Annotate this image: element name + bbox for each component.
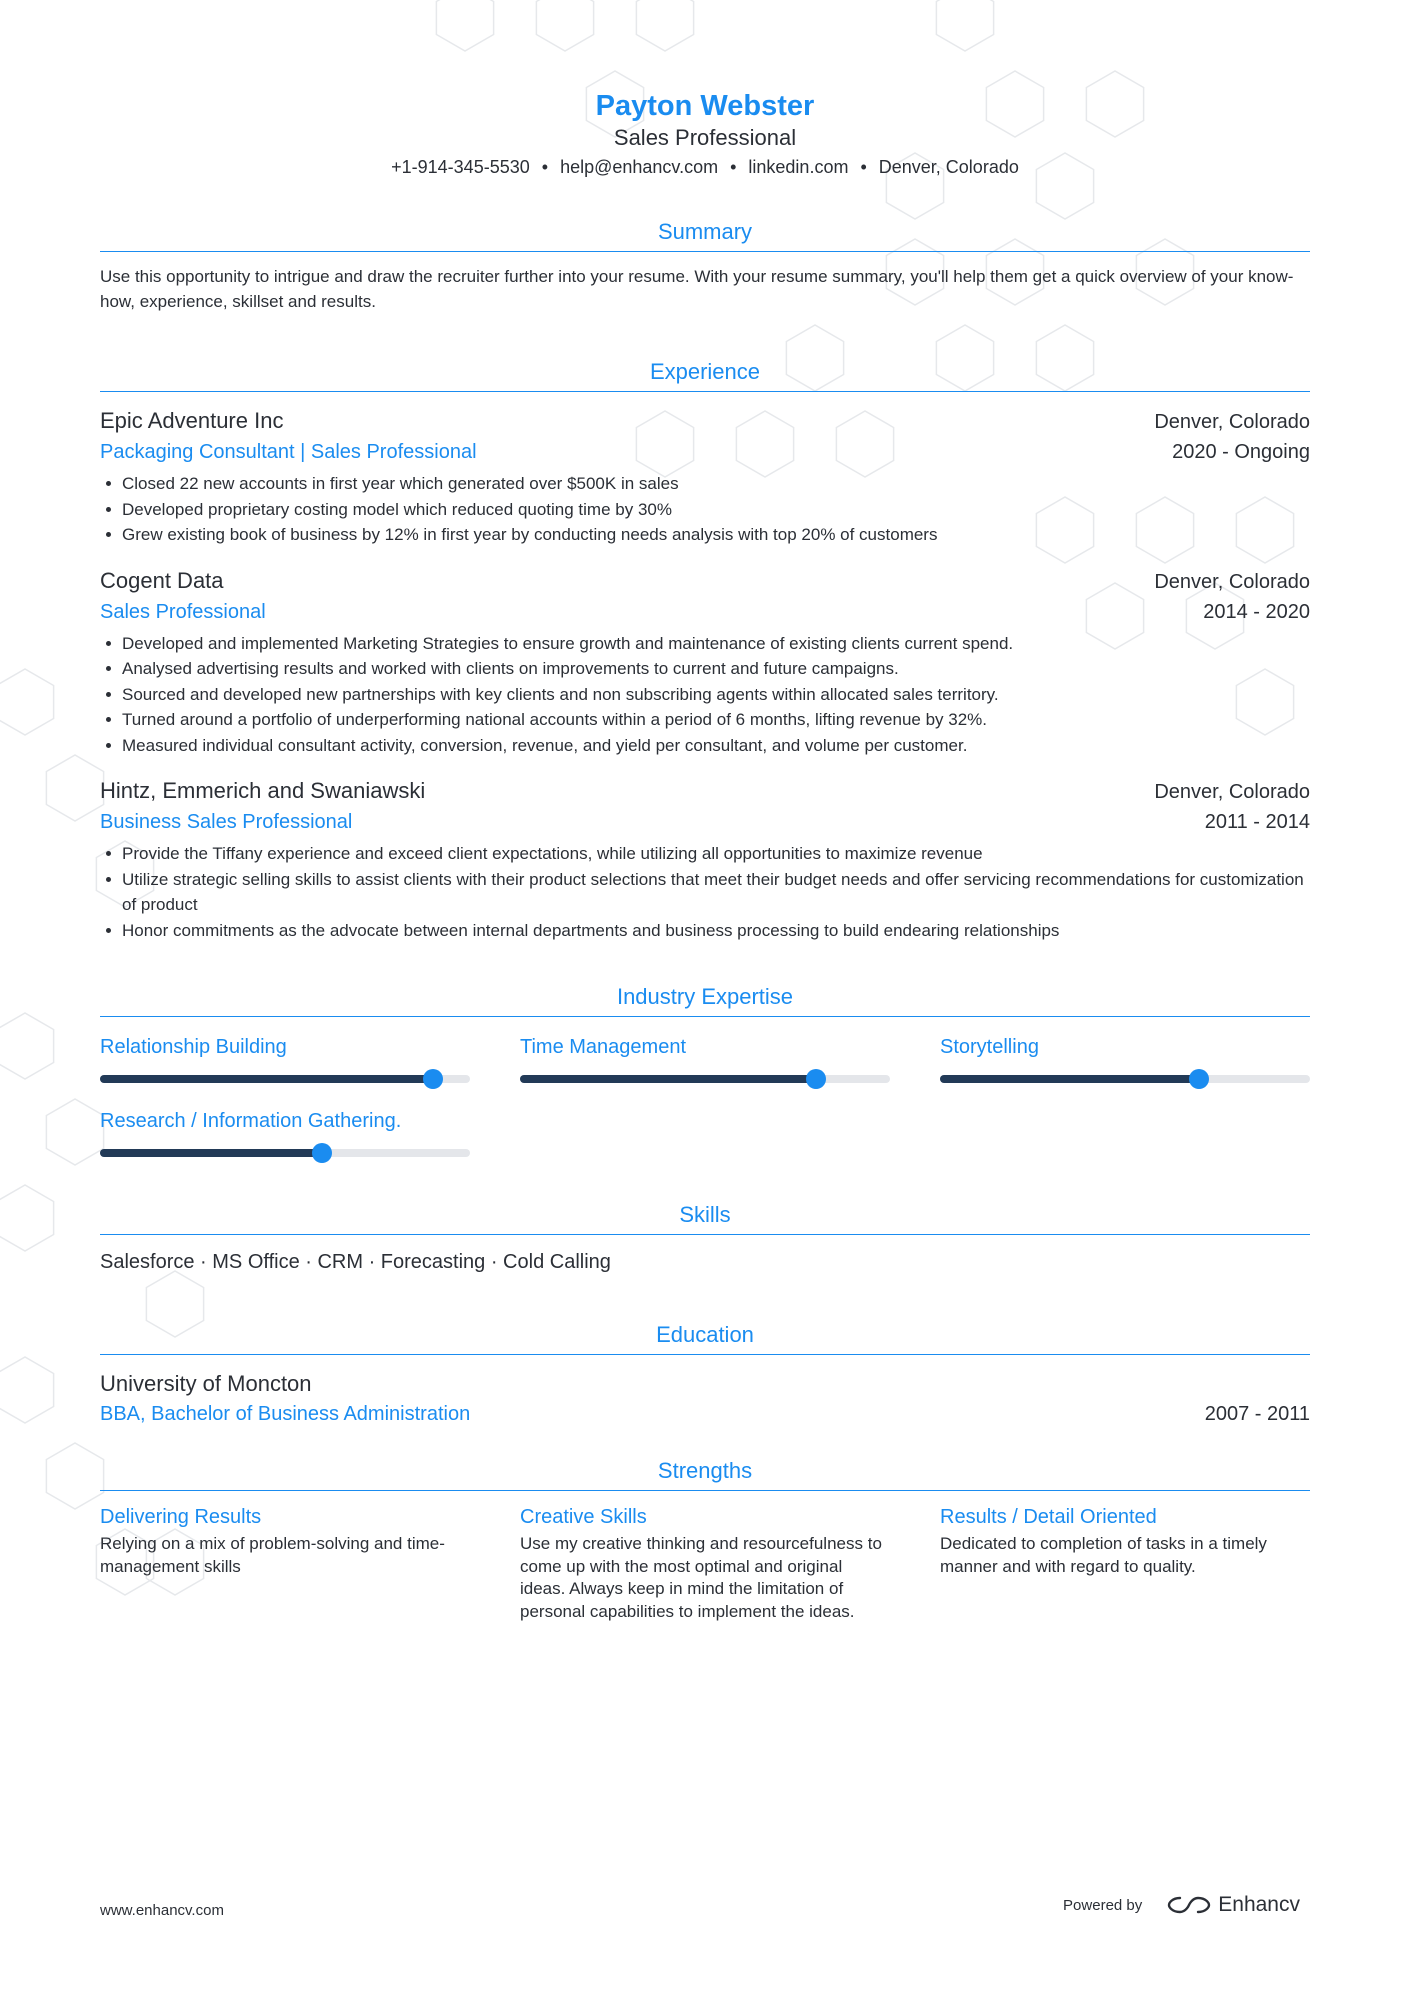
job-bullet: Grew existing book of business by 12% in first year by conducting needs analysis with top 20% of customers [122,522,1310,548]
job-dates: 2020 - Ongoing [1172,441,1310,463]
expertise-bar-knob [1189,1069,1209,1089]
job-entry [100,776,1310,943]
expertise-bar-fill [100,1075,433,1083]
background-hexagon [46,1099,103,1165]
enhancv-brand-name: Enhancv [1218,1893,1300,1916]
job-bullet: Developed proprietary costing model which reduced quoting time by 30% [122,497,1310,523]
background-hexagon [536,0,593,51]
expertise-bar-track [520,1075,890,1083]
footer-branding [1063,1893,1300,1917]
job-title: Packaging Consultant | Sales Professional [100,441,477,463]
job-bullets [100,631,1310,759]
powered-by-label: Powered by [1063,1896,1143,1914]
background-hexagon [636,0,693,51]
expertise-grid [100,1033,1310,1157]
education-section [100,1321,1310,1429]
section-title-skills: Skills [100,1201,1310,1235]
strength-item [940,1503,1310,1623]
enhancv-logo-icon [1166,1893,1212,1917]
job-bullet: Closed 22 new accounts in first year which generated over $500K in sales [122,471,1310,497]
strength-item [520,1503,890,1623]
expertise-section [100,983,1310,1157]
strengths-grid [100,1503,1310,1623]
job-company: Hintz, Emmerich and Swaniawski [100,778,426,803]
expertise-bar-knob [806,1069,826,1089]
background-hexagon [0,1357,54,1423]
job-bullet: Turned around a portfolio of underperforming national accounts within a period of 6 months, lifting revenue by 32%. [122,707,1310,733]
enhancv-logo[interactable] [1166,1893,1300,1917]
location: Denver, Colorado [878,157,1019,177]
job-bullet: Honor commitments as the advocate between internal departments and business processing to build endearing relationships [122,918,1310,944]
expertise-label: Relationship Building [100,1036,287,1058]
phone: +1-914-345-5530 [391,157,530,177]
education-dates: 2007 - 2011 [1204,1403,1310,1425]
separator-dot: • [541,157,549,177]
job-bullet: Analysed advertising results and worked with clients on improvements to current and future campaigns. [122,656,1310,682]
resume-header [100,88,1310,180]
expertise-bar-fill [940,1075,1199,1083]
expertise-label: Time Management [520,1036,686,1058]
background-hexagon [0,1013,54,1079]
job-location: Denver, Colorado [1154,411,1310,433]
skills-list: Salesforce · MS Office · CRM · Forecasting · Cold Calling [100,1251,611,1273]
background-hexagon [46,1443,103,1509]
strength-text: Relying on a mix of problem-solving and time-management skills [100,1534,445,1576]
strength-title: Results / Detail Oriented [940,1506,1157,1528]
education-school: University of Moncton [100,1371,312,1396]
section-title-expertise: Industry Expertise [100,983,1310,1017]
strengths-section [100,1457,1310,1623]
section-title-experience: Experience [100,358,1310,392]
skills-section [100,1201,1310,1277]
experience-section [100,358,1310,943]
section-title-strengths: Strengths [100,1457,1310,1491]
section-title-education: Education [100,1321,1310,1355]
strength-text: Dedicated to completion of tasks in a timely manner and with regard to quality. [940,1534,1267,1576]
expertise-item [100,1033,470,1083]
strength-title: Delivering Results [100,1506,262,1528]
separator-dot: • [860,157,867,177]
expertise-label: Storytelling [940,1036,1039,1058]
strength-title: Creative Skills [520,1506,647,1528]
background-hexagon [46,755,103,821]
expertise-bar-knob [423,1069,443,1089]
expertise-label: Research / Information Gathering. [100,1110,402,1132]
job-bullet: Provide the Tiffany experience and exceed client expectations, while utilizing all opportunities to maximize revenue [122,841,1310,867]
job-company: Cogent Data [100,567,224,593]
strength-item [100,1503,470,1623]
footer-website-link[interactable]: www.enhancv.com [100,1902,224,1919]
linkedin-link[interactable]: linkedin.com [748,157,849,177]
job-dates: 2014 - 2020 [1203,600,1310,623]
job-bullets [100,841,1310,943]
job-company: Epic Adventure Inc [100,408,284,433]
job-title: Sales Professional [100,600,266,623]
candidate-role: Sales Professional [613,125,797,150]
job-location: Denver, Colorado [1154,781,1310,803]
contact-line [100,154,1310,180]
candidate-name: Payton Webster [595,90,815,122]
expertise-item [100,1107,470,1157]
expertise-bar-track [100,1075,470,1083]
job-dates: 2011 - 2014 [1204,811,1310,833]
strength-text: Use my creative thinking and resourcefulness to come up with the most optimal and original ideas. Always keep in mind the limitation of personal capabilities to implement the ideas. [520,1534,882,1621]
education-degree: BBA, Bachelor of Business Administration [100,1403,471,1425]
job-bullets [100,471,1310,548]
background-hexagon [0,1185,54,1251]
expertise-item [520,1033,890,1083]
expertise-bar-knob [312,1143,332,1163]
job-entry [100,566,1310,759]
expertise-item [940,1033,1310,1083]
job-bullet: Developed and implemented Marketing Strategies to ensure growth and maintenance of existing clients current spend. [122,631,1310,657]
separator-dot: • [730,157,737,177]
expertise-bar-fill [520,1075,816,1083]
email-link[interactable]: help@enhancv.com [560,157,719,177]
job-entry [100,406,1310,548]
section-title-summary: Summary [100,218,1310,252]
expertise-bar-track [100,1149,470,1157]
expertise-bar-track [940,1075,1310,1083]
job-bullet: Utilize strategic selling skills to assist clients with their product selections that meet their budget needs and offer servicing recommendations for customization of product [122,867,1310,918]
background-hexagon [936,0,993,51]
summary-section [100,218,1310,314]
job-title: Business Sales Professional [100,811,353,833]
resume-page [100,88,1310,1623]
job-location: Denver, Colorado [1154,570,1310,593]
expertise-bar-fill [100,1149,322,1157]
education-entry [100,1369,1310,1429]
job-bullet: Measured individual consultant activity, conversion, revenue, and yield per consultant, and volume per customer. [122,733,1310,759]
summary-text: Use this opportunity to intrigue and draw the recruiter further into your resume. With your resume summary, you'll help them get a quick overview of your know-how, experience, skillset and results. [100,267,1294,311]
background-hexagon [436,0,493,51]
job-bullet: Sourced and developed new partnerships with key clients and non subscribing agents within allocated sales territory. [122,682,1310,708]
background-hexagon [0,669,54,735]
